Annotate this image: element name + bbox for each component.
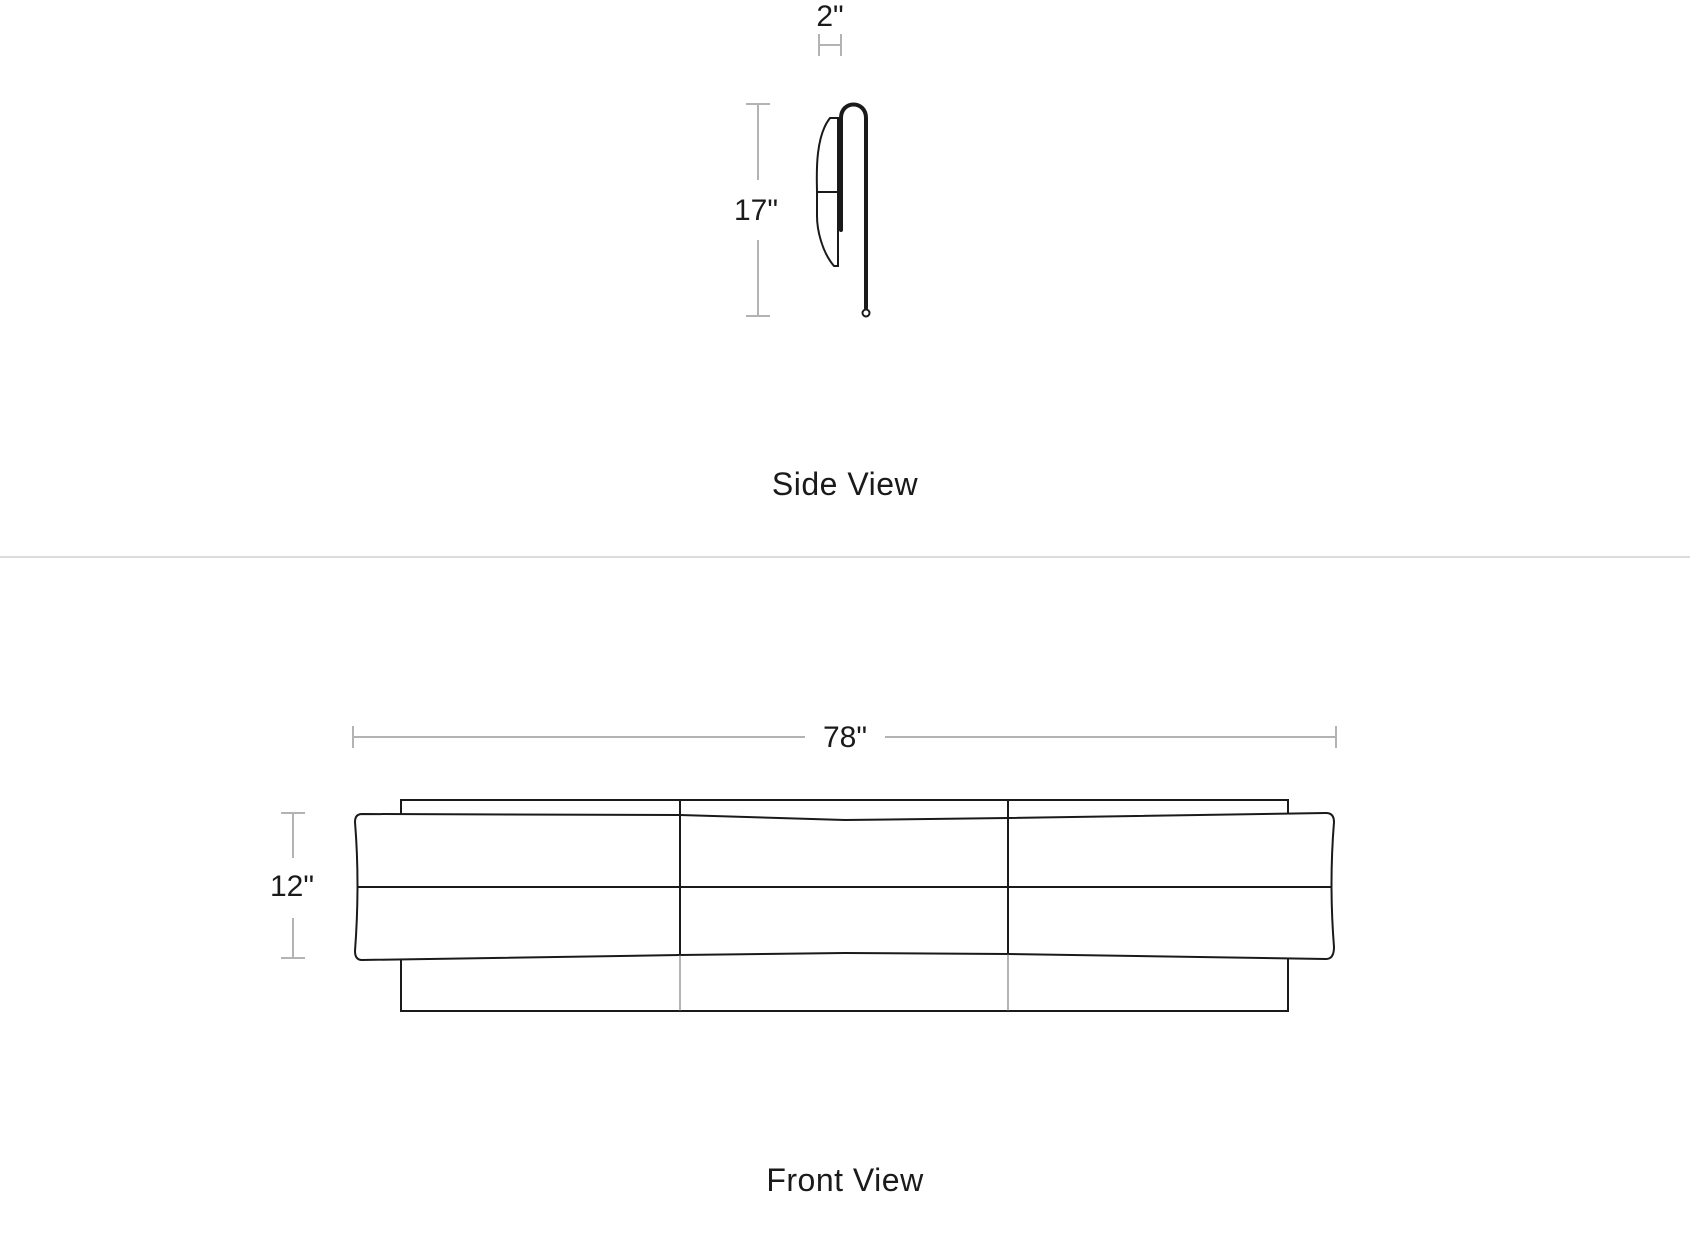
sconce-side-profile <box>817 105 870 317</box>
front-view-panel <box>0 557 1690 1254</box>
width-dimension <box>353 721 1336 754</box>
side-height-label: 17" <box>733 194 779 227</box>
sconce-arm <box>841 105 866 309</box>
side-height-dimension <box>734 104 778 316</box>
front-view-drawing <box>0 557 1690 1254</box>
depth-dimension <box>816 0 843 56</box>
width-label: 78" <box>822 721 868 754</box>
side-view-caption: Side View <box>771 466 919 502</box>
depth-label: 2" <box>816 0 844 33</box>
cord-end <box>863 310 870 317</box>
front-height-dimension <box>270 813 314 958</box>
side-view-panel <box>0 0 1690 556</box>
front-height-label: 12" <box>269 870 315 903</box>
sconce-front-elevation <box>355 800 1334 1011</box>
front-view-caption: Front View <box>766 1162 924 1198</box>
